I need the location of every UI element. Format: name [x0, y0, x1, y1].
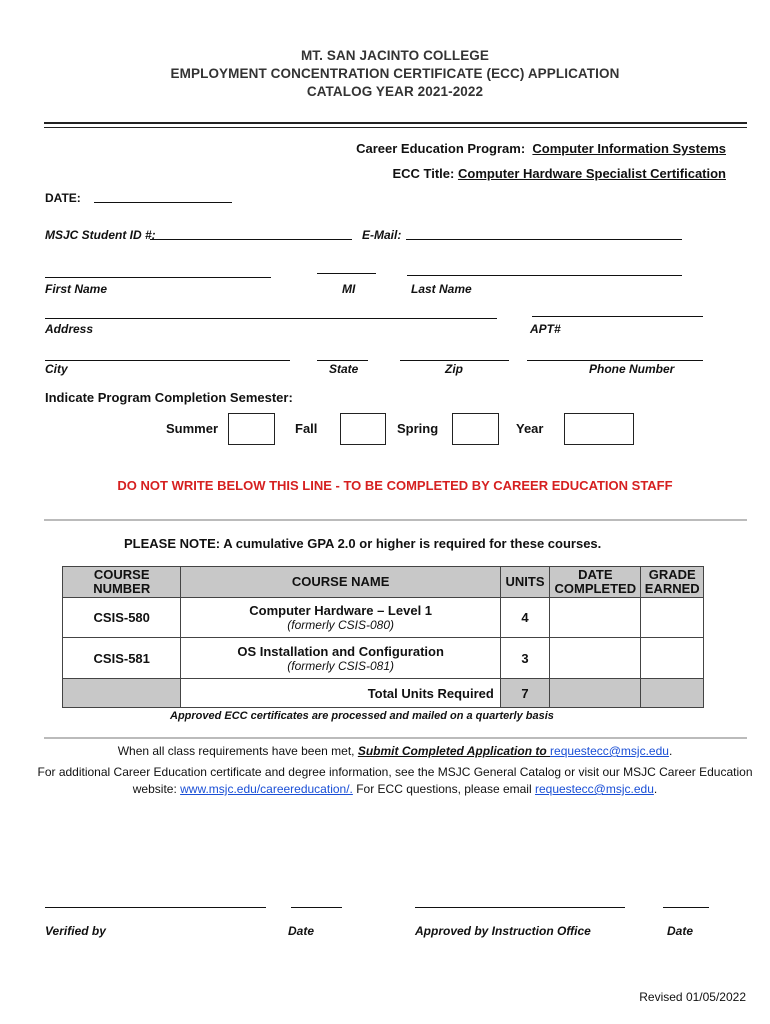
col-date-line1: DATE	[578, 567, 613, 582]
total-blank-cell	[63, 679, 181, 708]
year-label: Year	[516, 421, 544, 436]
col-date-completed	[550, 567, 641, 598]
date-completed-cell[interactable]	[550, 598, 641, 638]
course-table	[62, 566, 704, 708]
email-link-2[interactable]: requestecc@msjc.edu	[534, 782, 654, 796]
footer-line3-mid: For ECC questions, please email	[352, 782, 535, 796]
city-label: City	[45, 362, 68, 376]
verified-by-label: Verified by	[45, 924, 106, 938]
first-name-field[interactable]	[45, 263, 271, 278]
ecc-title-line	[392, 166, 726, 181]
col-grade-earned	[641, 567, 704, 598]
state-field[interactable]	[317, 346, 368, 361]
grade-earned-cell[interactable]	[641, 598, 704, 638]
website-link[interactable]: www.msjc.edu/careereducation/.	[180, 782, 353, 796]
course-units: 3	[500, 638, 549, 679]
catalog-year: CATALOG YEAR 2021-2022	[306, 84, 484, 99]
header-rule-top	[44, 122, 747, 124]
header-rule-bottom	[44, 127, 747, 128]
col-course-number	[63, 567, 181, 598]
first-name-label: First Name	[45, 282, 108, 296]
date2-field[interactable]	[663, 893, 709, 908]
gpa-note: PLEASE NOTE: A cumulative GPA 2.0 or higher is required for these courses.	[124, 536, 602, 551]
footer-line1-end: .	[668, 744, 673, 758]
revised-date: Revised 01/05/2022	[639, 990, 746, 1004]
address-label: Address	[45, 322, 94, 336]
approved-by-field[interactable]	[415, 893, 625, 908]
form-title: EMPLOYMENT CONCENTRATION CERTIFICATE (ECC) APPLICATION	[170, 66, 620, 81]
phone-label: Phone Number	[589, 362, 675, 376]
email-label: E-Mail:	[362, 228, 402, 242]
ecc-title-label: ECC Title:	[392, 166, 455, 181]
semester-title: Indicate Program Completion Semester:	[45, 390, 293, 405]
date-field[interactable]	[94, 188, 232, 203]
summer-label: Summer	[166, 421, 219, 436]
program-value: Computer Information Systems	[532, 141, 726, 156]
mi-field[interactable]	[317, 259, 376, 274]
date2-label: Date	[667, 924, 694, 938]
course-name: Computer Hardware – Level 1	[249, 603, 433, 618]
table-header-row	[63, 567, 704, 598]
city-field[interactable]	[45, 346, 290, 361]
course-number: CSIS-581	[63, 638, 181, 679]
last-name-label: Last Name	[411, 282, 472, 296]
phone-field[interactable]	[527, 346, 703, 361]
program-label: Career Education Program:	[356, 141, 526, 156]
fall-label: Fall	[295, 421, 318, 436]
course-formerly: (formerly CSIS-080)	[287, 618, 394, 632]
footer-line3	[0, 782, 770, 796]
total-blank-date	[550, 679, 641, 708]
course-number: CSIS-580	[63, 598, 181, 638]
email-field[interactable]	[406, 225, 682, 240]
footer-divider	[44, 737, 747, 739]
course-units: 4	[500, 598, 549, 638]
mi-label: MI	[342, 282, 356, 296]
footer-line3-end: .	[653, 782, 658, 796]
table-row	[63, 598, 704, 638]
col-grade-line1: GRADE	[648, 567, 696, 582]
footer-line1	[0, 744, 770, 758]
zip-field[interactable]	[400, 346, 509, 361]
grade-earned-cell[interactable]	[641, 638, 704, 679]
date-label: DATE:	[45, 191, 81, 205]
last-name-field[interactable]	[407, 261, 682, 276]
staff-divider	[44, 519, 747, 521]
course-name: OS Installation and Configuration	[237, 643, 444, 659]
spring-checkbox[interactable]	[452, 413, 499, 445]
course-name-cell	[181, 638, 500, 679]
total-row	[63, 679, 704, 708]
footer-line2: For additional Career Education certificate and degree information, see the MSJC General Catalog or visit our MSJC Career Education	[37, 765, 753, 779]
program-line	[356, 141, 726, 156]
student-id-label: MSJC Student ID #:	[45, 228, 156, 242]
student-id-field[interactable]	[150, 225, 352, 240]
course-formerly: (formerly CSIS-081)	[287, 658, 394, 673]
total-units-value: 7	[500, 679, 549, 708]
col-course-number-line1: COURSE	[93, 567, 150, 582]
course-name-cell	[181, 598, 500, 638]
summer-checkbox[interactable]	[228, 413, 275, 445]
state-label: State	[329, 362, 359, 376]
approved-note: Approved ECC certificates are processed and mailed on a quarterly basis	[170, 710, 554, 722]
address-field[interactable]	[45, 304, 497, 319]
footer-line3-prefix: website:	[132, 782, 181, 796]
zip-label: Zip	[445, 362, 463, 376]
approved-by-label: Approved by Instruction Office	[415, 924, 591, 938]
col-grade-line2: EARNED	[644, 581, 700, 596]
col-course-number-line2: NUMBER	[93, 581, 151, 596]
fall-checkbox[interactable]	[340, 413, 386, 445]
spring-label: Spring	[397, 421, 439, 436]
total-units-label: Total Units Required	[181, 679, 500, 708]
col-units: UNITS	[500, 567, 549, 598]
verified-by-field[interactable]	[45, 893, 266, 908]
ecc-title-value: Computer Hardware Specialist Certification	[457, 166, 726, 181]
total-blank-grade	[641, 679, 704, 708]
table-row	[63, 638, 704, 679]
apt-label: APT#	[530, 322, 561, 336]
staff-notice: DO NOT WRITE BELOW THIS LINE - TO BE COMPLETED BY CAREER EDUCATION STAFF	[117, 478, 673, 493]
col-date-line2: COMPLETED	[554, 581, 637, 596]
date1-label: Date	[288, 924, 315, 938]
email-link[interactable]: requestecc@msjc.edu	[550, 744, 669, 758]
footer-submit-text: Submit Completed Application to	[357, 744, 551, 758]
date-completed-cell[interactable]	[550, 638, 641, 679]
year-field[interactable]	[564, 413, 634, 445]
date1-field[interactable]	[291, 893, 342, 908]
col-course-name: COURSE NAME	[181, 567, 500, 598]
college-name: MT. SAN JACINTO COLLEGE	[300, 48, 490, 63]
apt-field[interactable]	[532, 302, 703, 317]
footer-line1-prefix: When all class requirements have been met,	[117, 744, 358, 758]
